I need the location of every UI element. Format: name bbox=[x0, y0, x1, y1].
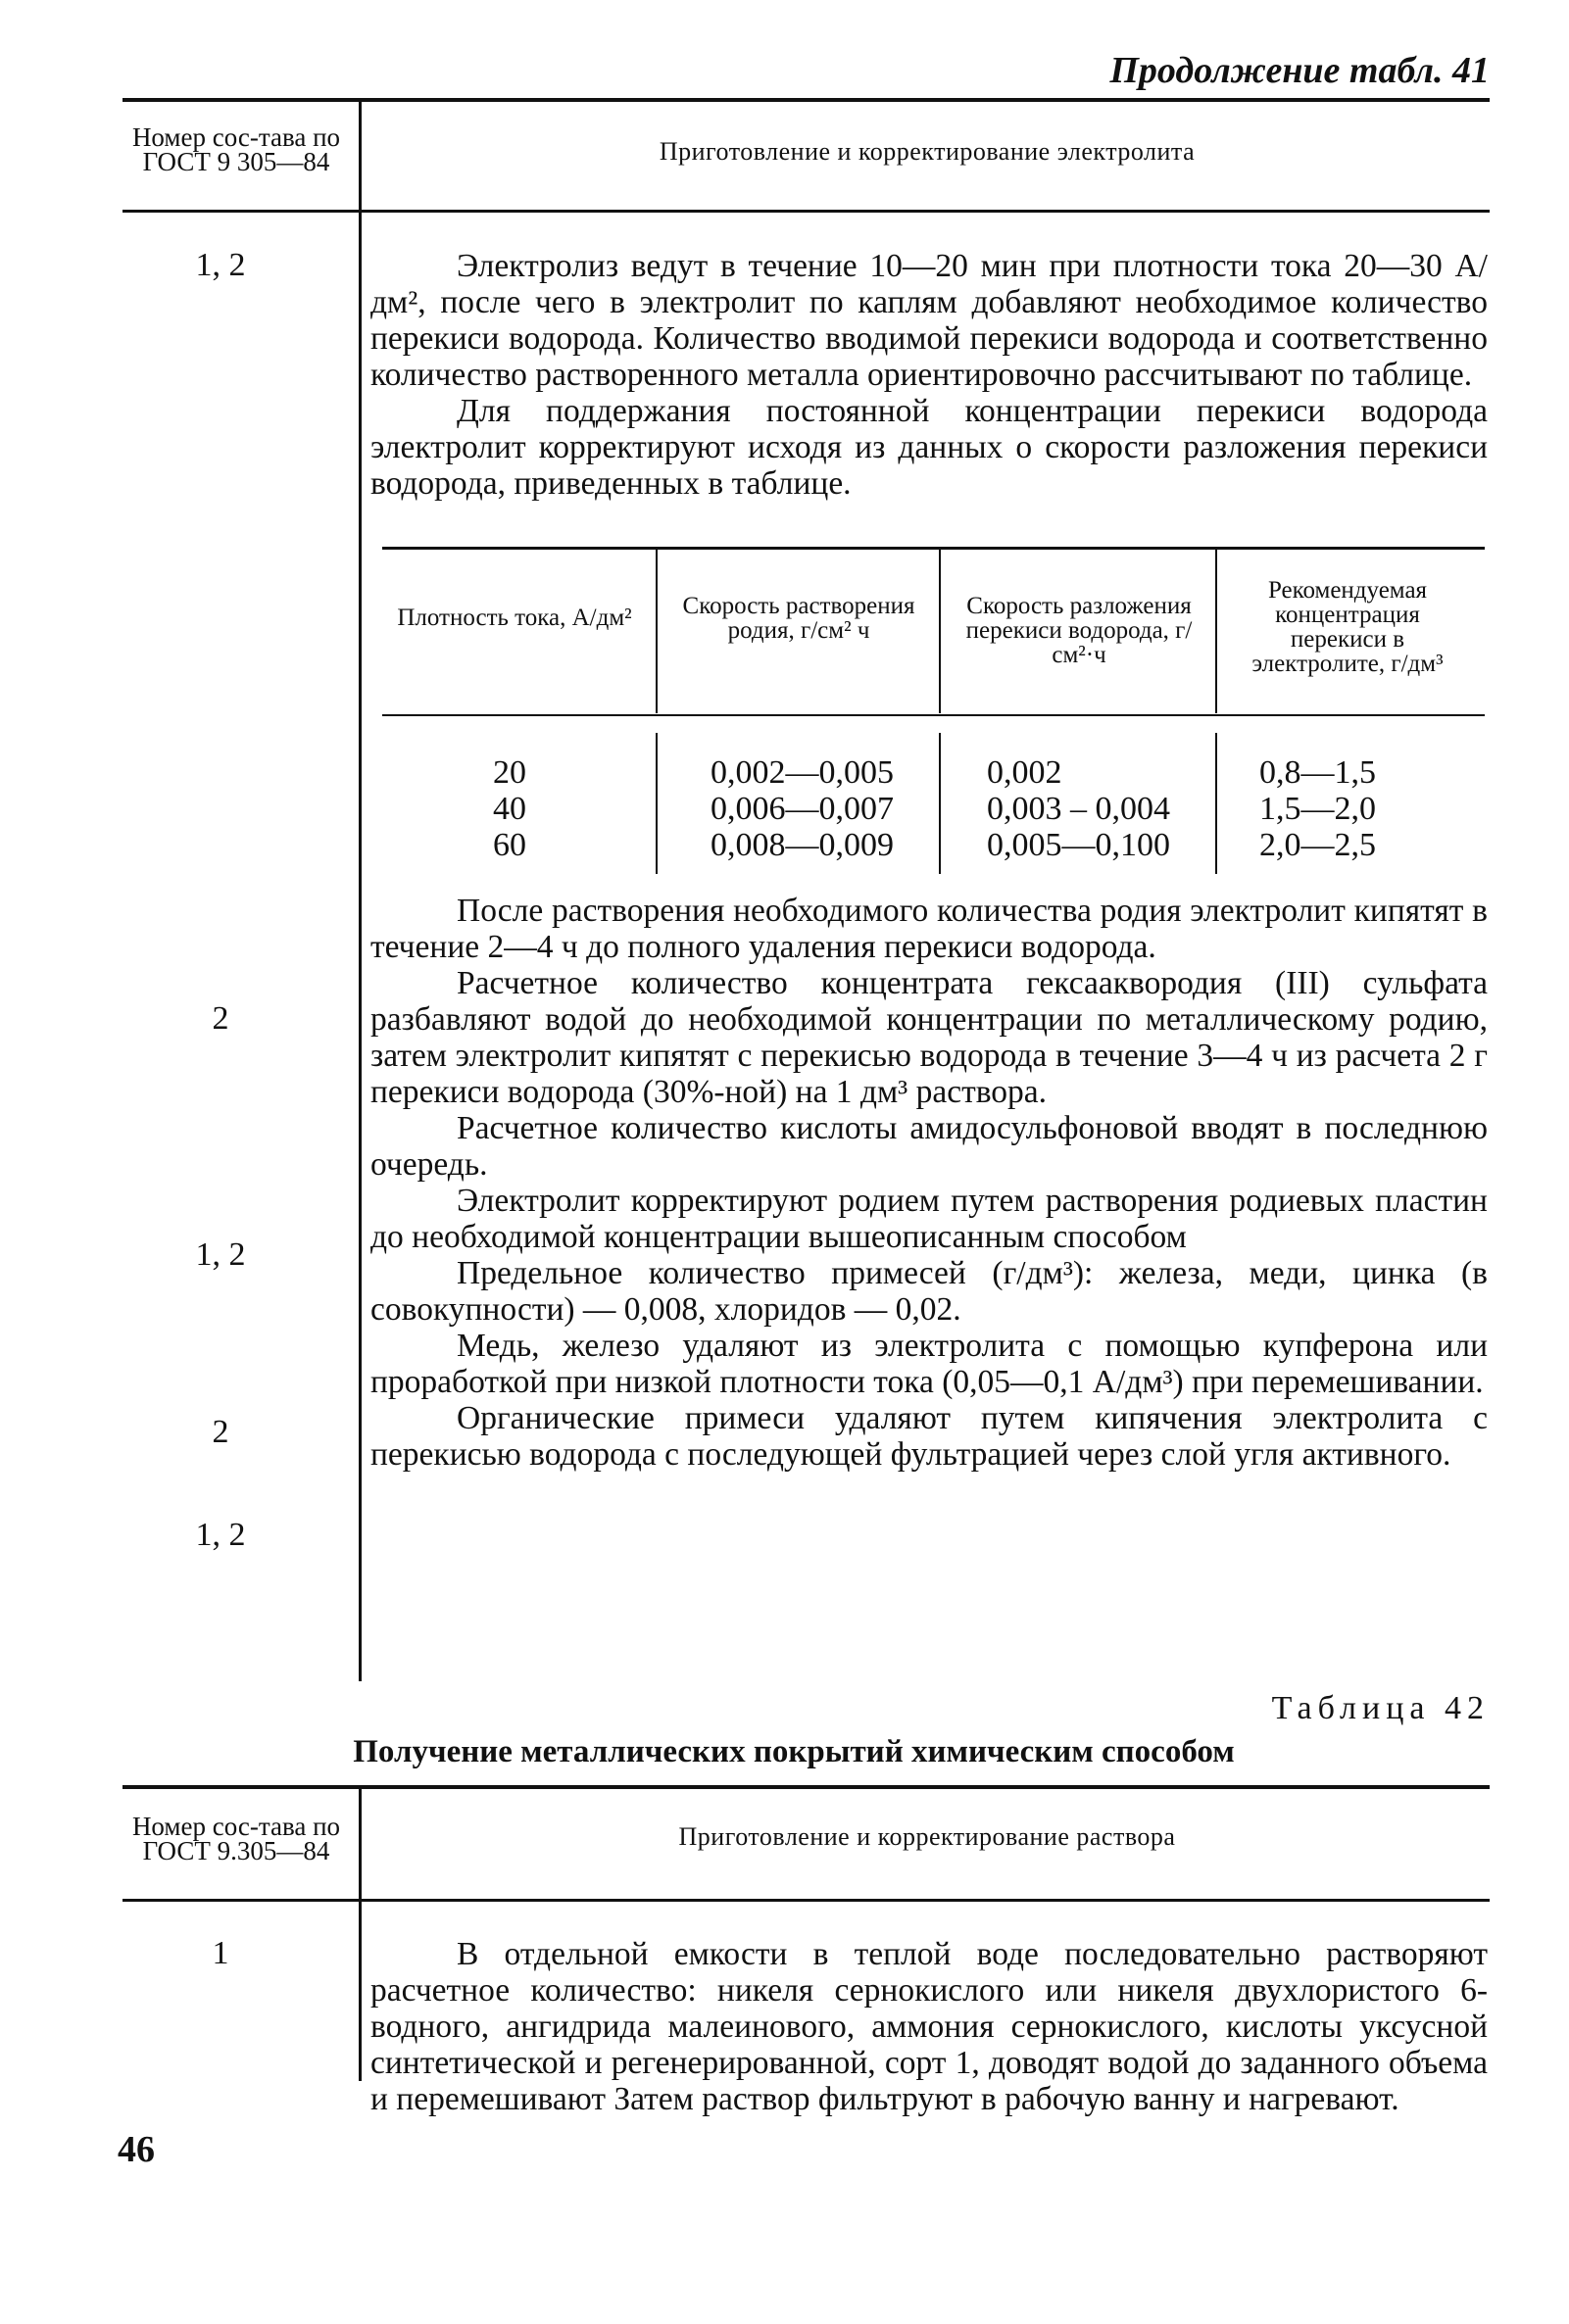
inner-table-cell: 1,5—2,0 bbox=[1259, 791, 1376, 827]
paragraph: Электролит корректируют родием путем растворения родиевых пластин до необходимой концентрации вышеописанным способом bbox=[370, 1183, 1488, 1255]
table42-col-num-header: Номер сос-тава по ГОСТ 9.305—84 bbox=[131, 1812, 341, 1865]
table41-text-block-top bbox=[370, 248, 1488, 502]
inner-table-top-rule bbox=[382, 547, 1485, 550]
table41-text-block-bottom bbox=[370, 893, 1488, 1473]
inner-table-cell: 0,002 bbox=[987, 754, 1062, 791]
inner-table-header: Плотность тока, А/дм² bbox=[397, 605, 632, 631]
inner-table-cell: 0,008—0,009 bbox=[711, 827, 894, 863]
inner-table-cell: 40 bbox=[493, 791, 526, 827]
page-number: 46 bbox=[118, 2129, 155, 2170]
inner-table-header-rule bbox=[382, 714, 1485, 716]
paragraph: Расчетное количество кислоты амидосульфоновой вводят в последнюю очередь. bbox=[370, 1110, 1488, 1183]
table42-label: Таблица 42 bbox=[1271, 1690, 1490, 1726]
continuation-label: Продолжение табл. 41 bbox=[1109, 50, 1490, 91]
table41-column-divider bbox=[359, 102, 362, 1681]
inner-table-divider bbox=[656, 550, 658, 713]
paragraph: Медь, железо удаляют из электролита с помощью купферона или проработкой при низкой плотности тока (0,05—0,1 А/дм³) при перемешивании. bbox=[370, 1328, 1488, 1400]
inner-table-header: Рекомендуемая концентрация перекиси в электролите, г/дм³ bbox=[1251, 577, 1444, 677]
table41-col-num-header: Номер сос-тава по ГОСТ 9 305—84 bbox=[131, 122, 341, 176]
inner-table-divider bbox=[656, 733, 658, 874]
table41-entry-num: 1, 2 bbox=[195, 1517, 246, 1553]
inner-table-divider bbox=[1215, 733, 1217, 874]
table41-col-desc-header: Приготовление и корректирование электролита bbox=[659, 137, 1196, 166]
table42-column-divider bbox=[359, 1789, 362, 2081]
inner-table-cell: 0,006—0,007 bbox=[711, 791, 894, 827]
table41-entry-num: 2 bbox=[212, 1414, 229, 1450]
paragraph: Предельное количество примесей (г/дм³): железа, меди, цинка (в совокупности) — 0,008, хлоридов — 0,02. bbox=[370, 1255, 1488, 1328]
inner-table-cell: 60 bbox=[493, 827, 526, 863]
inner-table-cell: 20 bbox=[493, 754, 526, 791]
inner-table-header: Скорость растворения родия, г/см² ч bbox=[682, 593, 915, 644]
paragraph: В отдельной емкости в теплой воде последовательно растворяют расчетное количество: никеля сернокислого или никеля двухлористого 6-водного, ангидрида малеинового, аммония сернокислого, кислоты уксусной синтетической и регенерированной, сорт 1, доводят водой до заданного объема и перемешивают Затем раствор фильтруют в рабочую ванну и нагревают. bbox=[370, 1936, 1488, 2117]
table41-entry-num: 1, 2 bbox=[195, 247, 246, 283]
table42-header-rule bbox=[123, 1899, 1490, 1902]
inner-table-cell: 0,002—0,005 bbox=[711, 754, 894, 791]
inner-table-cell: 0,003 – 0,004 bbox=[987, 791, 1170, 827]
table42-col-desc-header: Приготовление и корректирование раствора bbox=[678, 1822, 1176, 1851]
table41-top-rule bbox=[123, 98, 1490, 102]
table42-entry-num: 1 bbox=[212, 1935, 229, 1971]
inner-table-divider bbox=[939, 733, 941, 874]
table42-text-block bbox=[370, 1936, 1488, 2117]
table41-entry-num: 2 bbox=[212, 1000, 229, 1037]
inner-table-header: Скорость разложения перекиси водорода, г/см²·ч bbox=[965, 593, 1193, 668]
inner-table-divider bbox=[939, 550, 941, 713]
paragraph: Электролиз ведут в течение 10—20 мин при плотности тока 20—30 А/дм², после чего в электролит по каплям добавляют необходимое количество перекиси водорода. Количество вводимой перекиси водорода и соответственно количество растворенного металла ориентировочно рассчитывают по таблице. bbox=[370, 248, 1488, 393]
table42-top-rule bbox=[123, 1785, 1490, 1789]
inner-table-cell: 2,0—2,5 bbox=[1259, 827, 1376, 863]
paragraph: Для поддержания постоянной концентрации перекиси водорода электролит корректируют исходя из данных о скорости разложения перекиси водорода, приведенных в таблице. bbox=[370, 393, 1488, 502]
inner-table-divider bbox=[1215, 550, 1217, 713]
paragraph: После растворения необходимого количества родия электролит кипятят в течение 2—4 ч до полного удаления перекиси водорода. bbox=[370, 893, 1488, 965]
inner-table-cell: 0,8—1,5 bbox=[1259, 754, 1376, 791]
paragraph: Органические примеси удаляют путем кипячения электролита с перекисью водорода с последующей фультрацией через слой угля активного. bbox=[370, 1400, 1488, 1473]
inner-table-cell: 0,005—0,100 bbox=[987, 827, 1170, 863]
table41-header-rule bbox=[123, 210, 1490, 213]
table42-title: Получение металлических покрытий химическим способом bbox=[353, 1734, 1235, 1769]
table41-entry-num: 1, 2 bbox=[195, 1236, 246, 1273]
paragraph: Расчетное количество концентрата гексааквородия (III) сульфата разбавляют водой до необходимой концентрации по металлическому родию, затем электролит кипятят с перекисью водорода в течение 3—4 ч из расчета 2 г перекиси водорода (30%-ной) на 1 дм³ раствора. bbox=[370, 965, 1488, 1110]
